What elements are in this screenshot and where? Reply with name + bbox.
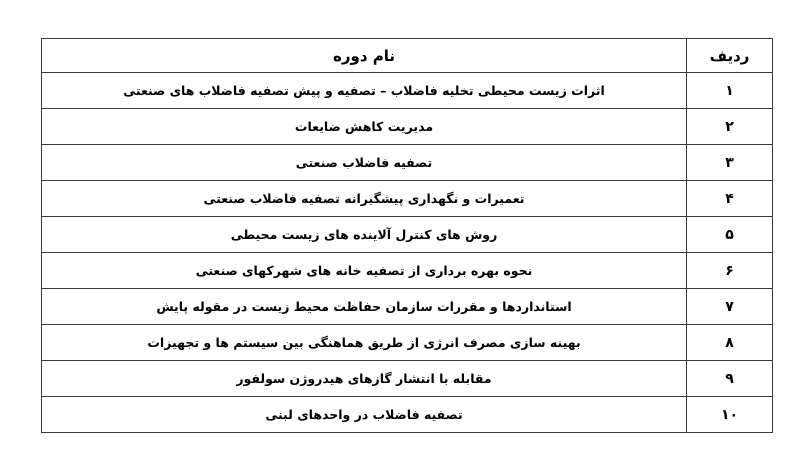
course-name-cell: تعمیرات و نگهداری پیشگیرانه تصفیه فاضلاب صنعتی — [42, 181, 687, 217]
course-name-cell: نحوه بهره برداری از تصفیه خانه های شهرکهای صنعتی — [42, 253, 687, 289]
row-number-cell: ۱۰ — [687, 397, 773, 433]
row-number-cell: ۲ — [687, 109, 773, 145]
row-number-cell: ۵ — [687, 217, 773, 253]
row-number-cell: ۳ — [687, 145, 773, 181]
table-row — [42, 181, 773, 217]
course-name-cell: تصفیه فاضلاب صنعتی — [42, 145, 687, 181]
table-row — [42, 397, 773, 433]
course-name-cell: تصفیه فاضلاب در واحدهای لبنی — [42, 397, 687, 433]
table-row — [42, 325, 773, 361]
table-row — [42, 253, 773, 289]
course-name-cell: استانداردها و مقررات سازمان حفاظت محیط زیست در مقوله پایش — [42, 289, 687, 325]
course-table — [41, 38, 773, 433]
table-row — [42, 361, 773, 397]
row-number-cell: ۴ — [687, 181, 773, 217]
row-number-cell: ۷ — [687, 289, 773, 325]
course-name-cell: بهینه سازی مصرف انرژی از طریق هماهنگی بین سیستم ها و تجهیزات — [42, 325, 687, 361]
table-row — [42, 109, 773, 145]
row-number-header: ردیف — [687, 39, 773, 73]
table-row — [42, 289, 773, 325]
row-number-cell: ۸ — [687, 325, 773, 361]
row-number-cell: ۶ — [687, 253, 773, 289]
row-number-cell: ۹ — [687, 361, 773, 397]
table-row — [42, 145, 773, 181]
course-name-header: نام دوره — [42, 39, 687, 73]
row-number-cell: ۱ — [687, 73, 773, 109]
course-name-cell: اثرات زیست محیطی تخلیه فاضلاب – تصفیه و پیش تصفیه فاضلاب های صنعتی — [42, 73, 687, 109]
course-name-cell: مدیریت کاهش ضایعات — [42, 109, 687, 145]
table-row — [42, 217, 773, 253]
header-row — [42, 39, 773, 73]
course-name-cell: مقابله با انتشار گازهای هیدروژن سولفور — [42, 361, 687, 397]
course-name-cell: روش های کنترل آلاینده های زیست محیطی — [42, 217, 687, 253]
table-row — [42, 73, 773, 109]
